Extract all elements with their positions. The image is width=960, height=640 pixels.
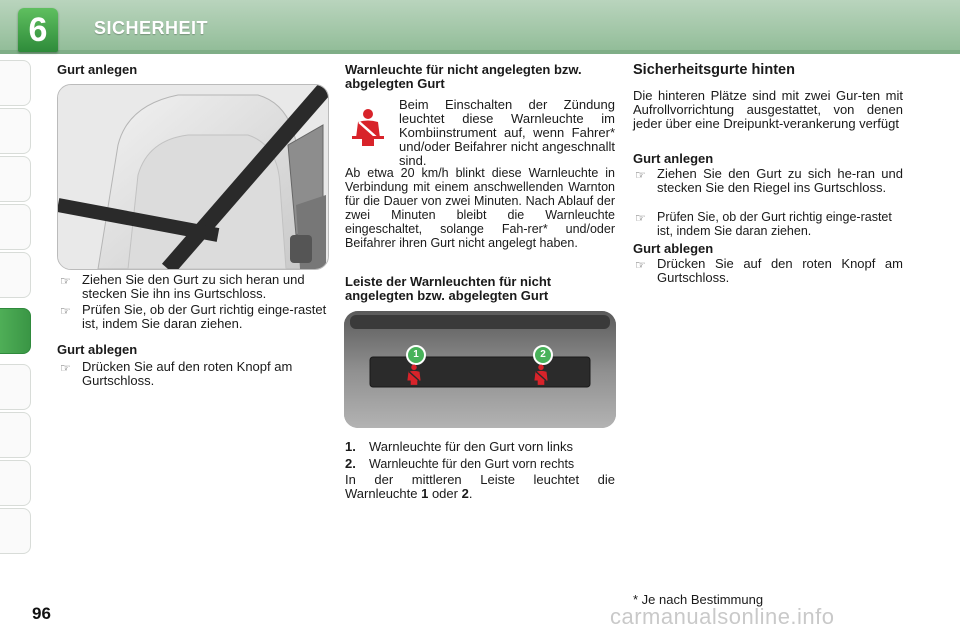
col2-heading-strip: Leiste der Warnleuchten für nicht angelegten bzw. abgelegten Gurt [345, 274, 552, 303]
col3-bullet-release-1: Drücken Sie auf den roten Knopf am Gurtschloss. [657, 256, 903, 285]
side-tab-10[interactable] [0, 508, 31, 554]
middle-text-prefix: In der mittleren Leiste leuchtet die Warnleuchte [345, 472, 615, 501]
chapter-title: SICHERHEIT [94, 18, 209, 38]
col1-bullet-release-1: Drücken Sie auf den roten Knopf am Gurtschloss. [82, 359, 293, 388]
side-tab-2[interactable] [0, 108, 31, 154]
col3-bullet-fasten-1: Ziehen Sie den Gurt zu sich he-ran und stecken Sie den Riegel ins Gurtschloss. [657, 166, 903, 195]
col2-middle-text [345, 473, 615, 501]
hand-pointer-icon: ☞ [60, 274, 71, 288]
legend-num-2: 2. [345, 456, 356, 471]
col2-warning-text-2: Ab etwa 20 km/h blinkt diese Warnleuchte in Verbindung mit einem anschwellenden Warnton für die Dauer von zwei Minuten. Nach Ablauf der zwei Minuten bleibt die Warnleuchte eingeschaltet, solange Fah-rer* und/oder Beifahrer ihren Gurt nicht angelegt haben. [345, 166, 615, 250]
side-tab-3[interactable] [0, 156, 31, 202]
col1-heading-fasten: Gurt anlegen [57, 62, 138, 77]
middle-num-1: 1 [421, 486, 429, 501]
col1-bullet-fasten-2: Prüfen Sie, ob der Gurt richtig einge-rastet ist, indem Sie daran ziehen. [82, 302, 327, 331]
col3-rear-text: Die hinteren Plätze sind mit zwei Gur-ten mit Aufrollvorrichtung ausgestattet, von denen jeder über eine Dreipunkt-verankerung verfügt [633, 88, 903, 131]
side-tab-6-active[interactable] [0, 308, 31, 354]
col1-bullet-fasten-1: Ziehen Sie den Gurt zu sich heran und stecken Sie ihn ins Gurtschloss. [82, 272, 305, 301]
callout-badge-2: 2 [533, 345, 553, 365]
hand-pointer-icon: ☞ [635, 168, 646, 182]
warning-lamp-strip-illustration [344, 311, 616, 428]
col3-bullet-fasten-2: Prüfen Sie, ob der Gurt richtig einge-rastet ist, indem Sie daran ziehen. [657, 210, 892, 238]
callout-badge-1: 1 [406, 345, 426, 365]
col1-heading-release: Gurt ablegen [57, 342, 138, 357]
middle-text-or: oder [428, 486, 462, 501]
chapter-number-badge: 6 [18, 8, 58, 52]
seatbelt-warning-icon [531, 364, 551, 386]
footer-watermark: carmanualsonline.info [610, 604, 835, 629]
side-tab-5[interactable] [0, 252, 31, 298]
side-tab-4[interactable] [0, 204, 31, 250]
chapter-side-tabs [0, 60, 34, 575]
col3-heading-fasten: Gurt anlegen [633, 151, 714, 166]
footnote: * Je nach Bestimmung [633, 592, 764, 607]
middle-num-2: 2 [461, 486, 469, 501]
page-number: 96 [32, 604, 51, 623]
side-tab-9[interactable] [0, 460, 31, 506]
col3-heading-rear: Sicherheitsgurte hinten [633, 62, 795, 78]
header-divider [0, 50, 960, 54]
col3-heading-release: Gurt ablegen [633, 241, 714, 256]
seatbelt-warning-icon [350, 108, 386, 148]
middle-text-end: . [468, 486, 473, 501]
side-tab-7[interactable] [0, 364, 31, 410]
hand-pointer-icon: ☞ [60, 304, 71, 318]
legend-text-1: Warnleuchte für den Gurt vorn links [369, 439, 573, 454]
side-tab-1[interactable] [0, 60, 31, 106]
hand-pointer-icon: ☞ [60, 361, 71, 375]
seatbelt-warning-icon [404, 364, 424, 386]
seat-belt-illustration [57, 84, 329, 270]
col2-heading-warning: Warnleuchte für nicht angelegten bzw. abgelegten Gurt [345, 62, 582, 91]
hand-pointer-icon: ☞ [635, 258, 646, 272]
legend-num-1: 1. [345, 439, 356, 454]
side-tab-8[interactable] [0, 412, 31, 458]
col2-warning-text-1: Beim Einschalten der Zündung leuchtet diese Warnleuchte im Kombiinstrument auf, wenn Fahrer* und/oder Beifahrer nicht angeschnallt sind. [399, 97, 615, 168]
legend-text-2: Warnleuchte für den Gurt vorn rechts [369, 457, 575, 471]
hand-pointer-icon: ☞ [635, 211, 646, 225]
